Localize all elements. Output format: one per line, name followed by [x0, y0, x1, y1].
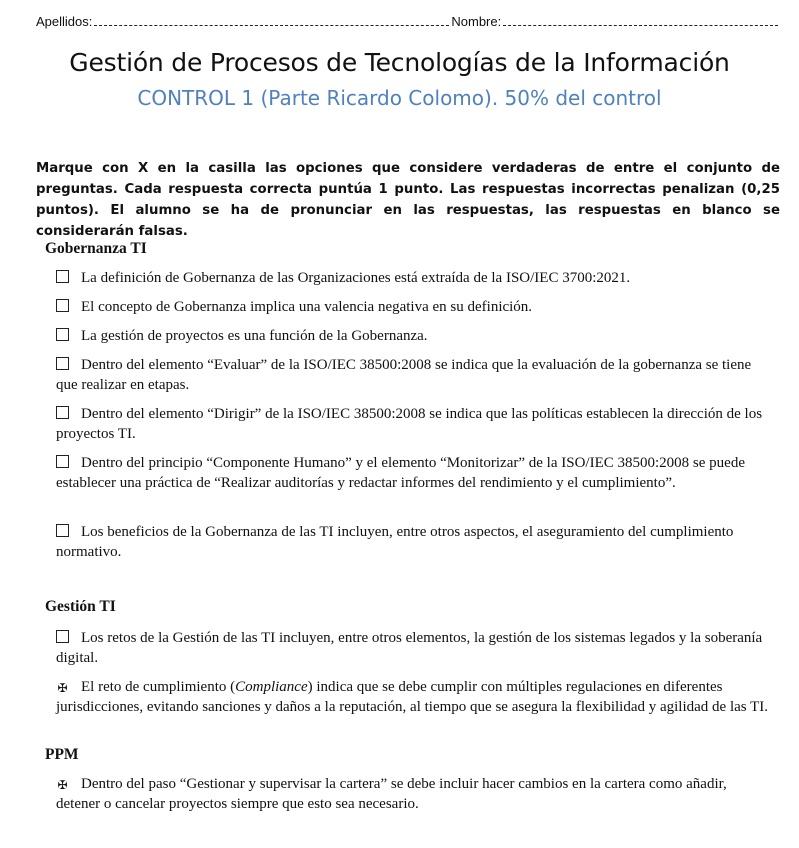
question-item	[56, 677, 768, 717]
question-text: Los beneficios de la Gobernanza de las TI incluyen, entre otros aspectos, el aseguramiento del cumplimiento normativo.	[56, 524, 734, 560]
section-title-gestion: Gestión TI	[45, 598, 116, 615]
question-item	[56, 453, 768, 493]
question-text-after: ) indica que se debe cumplir con múltiples regulaciones en diferentes jurisdicciones, evitando sanciones y daños a la reputación, al tiempo que se asegura la flexibilidad y agilidad de las TI.	[56, 679, 769, 715]
question-text: La gestión de proyectos es una función de la Gobernanza.	[81, 328, 428, 344]
question-item	[56, 268, 768, 288]
apellidos-label: Apellidos:	[36, 14, 93, 29]
question-text: Dentro del principio “Componente Humano” y el elemento “Monitorizar” de la ISO/IEC 38500:2008 se puede establecer una práctica de “Realizar auditorías y redactar informes del rendimiento y el cumplimiento”.	[56, 455, 745, 491]
question-item	[56, 326, 768, 346]
checkbox-icon[interactable]	[56, 455, 69, 468]
checkbox-icon[interactable]	[56, 357, 69, 370]
checkbox-icon[interactable]	[56, 270, 69, 283]
section-title-ppm: PPM	[45, 746, 79, 763]
question-text-italic: Compliance	[235, 679, 308, 695]
nombre-field[interactable]	[503, 14, 778, 26]
question-text: El concepto de Gobernanza implica una valencia negativa en su definición.	[81, 299, 533, 315]
checked-checkbox-icon[interactable]: ✠	[57, 778, 68, 792]
question-item	[56, 628, 768, 668]
checkbox-icon[interactable]	[56, 406, 69, 419]
checkbox-icon[interactable]	[56, 299, 69, 312]
question-item	[56, 355, 768, 395]
checkbox-icon[interactable]	[56, 328, 69, 341]
question-text-before: El reto de cumplimiento (	[81, 679, 236, 695]
question-item	[56, 297, 768, 317]
question-text: La definición de Gobernanza de las Organizaciones está extraída de la ISO/IEC 3700:2021.	[81, 270, 631, 286]
page-subtitle: CONTROL 1 (Parte Ricardo Colomo). 50% del control	[137, 86, 662, 110]
checkbox-icon[interactable]	[56, 524, 69, 537]
question-text: Dentro del elemento “Dirigir” de la ISO/IEC 38500:2008 se indica que las políticas establecen la dirección de los proyectos TI.	[56, 406, 763, 442]
checkbox-icon[interactable]	[56, 630, 69, 643]
question-item	[56, 404, 768, 444]
student-header	[36, 14, 780, 29]
question-item	[56, 774, 768, 814]
question-item	[56, 522, 768, 562]
instructions: Marque con X en la casilla las opciones que considere verdaderas de entre el conjunto de preguntas. Cada respuesta correcta puntúa 1 punto. Las respuestas incorrectas penalizan (0,25 puntos). El alumno se ha de pronunciar en las respuestas, las respuestas en blanco se considerarán falsas.	[36, 161, 780, 239]
checked-checkbox-icon[interactable]: ✠	[57, 681, 68, 695]
nombre-label: Nombre:	[451, 14, 502, 29]
question-text: Dentro del paso “Gestionar y supervisar la cartera” se debe incluir hacer cambios en la cartera como añadir, detener o cancelar proyectos siempre que esto sea necesario.	[56, 776, 727, 812]
question-text: Dentro del elemento “Evaluar” de la ISO/IEC 38500:2008 se indica que la evaluación de la gobernanza se tiene que realizar en etapas.	[56, 357, 752, 393]
apellidos-field[interactable]	[94, 14, 449, 26]
page-title: Gestión de Procesos de Tecnologías de la Información	[69, 48, 730, 77]
section-title-gobernanza: Gobernanza TI	[45, 240, 147, 257]
question-text: Los retos de la Gestión de las TI incluyen, entre otros elementos, la gestión de los sistemas legados y la soberanía digital.	[56, 630, 763, 666]
